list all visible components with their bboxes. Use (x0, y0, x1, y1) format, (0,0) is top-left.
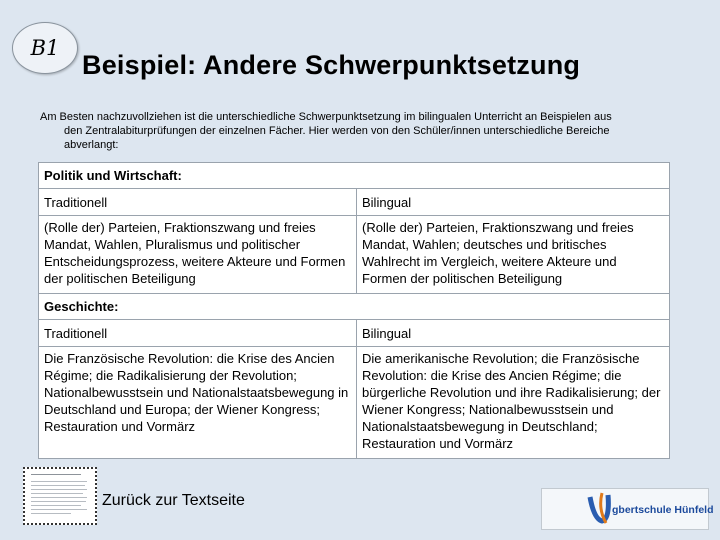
intro-text (40, 110, 680, 152)
document-thumbnail-icon[interactable] (23, 467, 97, 525)
school-logo (541, 488, 714, 530)
intro-line: den Zentralabiturprüfungen der einzelnen Fächer. Hier werden von den Schüler/innen unterschiedliche Bereiche (64, 125, 610, 137)
slide-badge (12, 22, 78, 74)
column-header-bilingual: Bilingual (357, 320, 670, 347)
page-title: Beispiel: Andere Schwerpunktsetzung (82, 50, 581, 80)
comparison-table (38, 162, 670, 459)
content-row (39, 216, 670, 294)
header-row (39, 320, 670, 347)
section-row (39, 163, 670, 189)
section-row (39, 294, 670, 320)
cell-traditionell: Die Französische Revolution: die Krise des Ancien Régime; die Radikalisierung der Revolution; Nationalbewusstsein und Nationalstaatsbewegung in Deutschland und Europa; der Wiener Kongress; Restauration und Vormärz (39, 347, 357, 459)
cell-traditionell: (Rolle der) Parteien, Fraktionszwang und freies Mandat, Wahlen, Pluralismus und politischer Entscheidungsprozess, weitere Akteure und Formen der politischen Beteiligung (39, 216, 357, 294)
column-header-bilingual: Bilingual (357, 189, 670, 216)
column-header-traditionell: Traditionell (39, 189, 357, 216)
intro-line: abverlangt: (64, 139, 119, 151)
back-to-text-link[interactable]: Zurück zur Textseite (102, 492, 245, 509)
cell-bilingual: Die amerikanische Revolution; die Französische Revolution: die Krise des Ancien Régime; die bürgerliche Revolution und ihre Radikalisierung; der Wiener Kongress; Nationalbewusstsein und Nationalstaatsbewegung in Deutschland; Restauration und Vormärz (357, 347, 670, 459)
content-row (39, 347, 670, 459)
intro-line: Am Besten nachzuvollziehen ist die unterschiedliche Schwerpunktsetzung im bilingualen Unterricht an Beispielen aus (40, 111, 612, 123)
header-row (39, 189, 670, 216)
cell-bilingual: (Rolle der) Parteien, Fraktionszwang und freies Mandat, Wahlen; deutsches und britisches Wahlrecht im Vergleich, weitere Akteure und Formen der politischen Beteiligung (357, 216, 670, 294)
logo-name: gbertschule Hünfeld (612, 504, 714, 516)
section-heading-politik: Politik und Wirtschaft: (39, 163, 670, 189)
section-heading-geschichte: Geschichte: (39, 294, 670, 320)
badge-label: B1 (30, 36, 60, 60)
column-header-traditionell: Traditionell (39, 320, 357, 347)
